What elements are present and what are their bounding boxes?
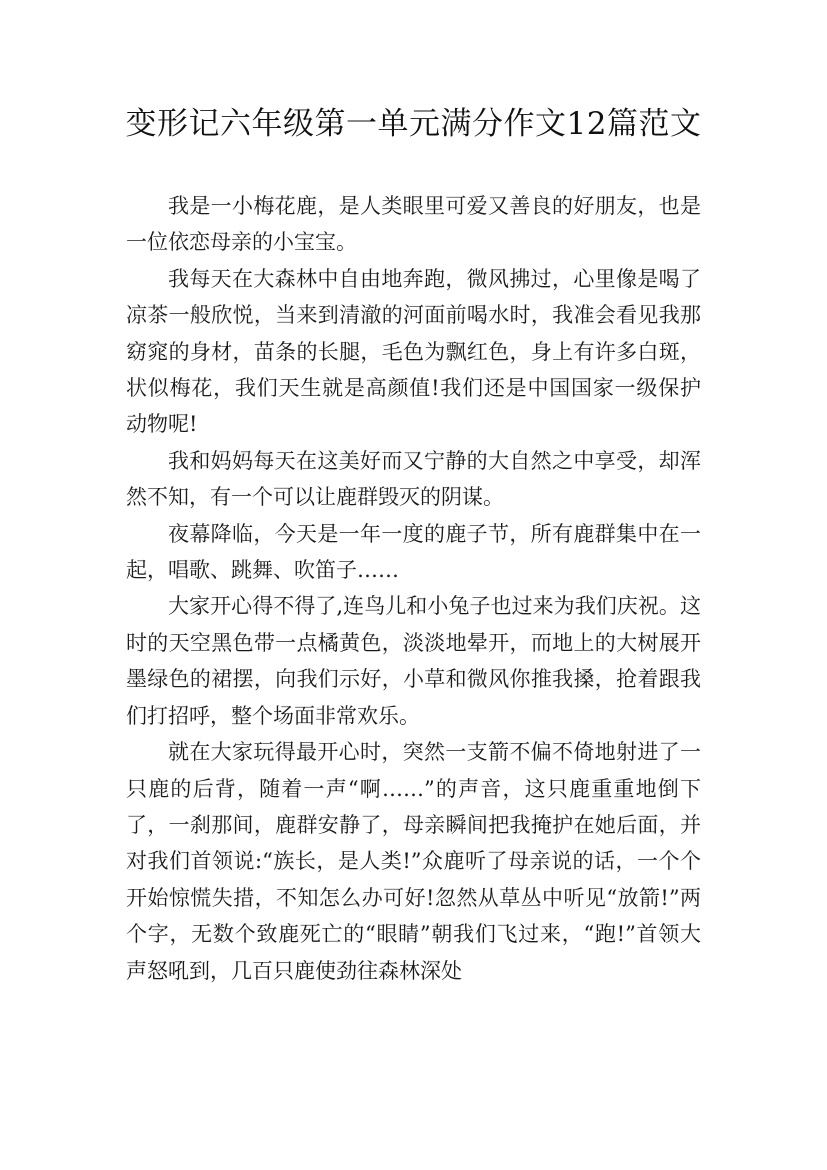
paragraph: 我和妈妈每天在这美好而又宁静的大自然之中享受，却浑然不知，有一个可以让鹿群毁灭的阴谋。 <box>126 448 701 510</box>
paragraph: 大家开心得不得了,连鸟儿和小兔子也过来为我们庆祝。这时的天空黑色带一点橘黄色，淡淡地晕开，而地上的大树展开墨绿色的裙摆，向我们示好，小草和微风你推我搡，抢着跟我们打招呼，整个场面非常欢乐。 <box>126 594 701 728</box>
paragraph: 我是一小梅花鹿，是人类眼里可爱又善良的好朋友，也是一位依恋母亲的小宝宝。 <box>126 194 701 255</box>
document-body <box>126 188 701 989</box>
document-title: 变形记六年级第一单元满分作文12篇范文 <box>125 106 702 142</box>
paragraph: 夜幕降临，今天是一年一度的鹿子节，所有鹿群集中在一起，唱歌、跳舞、吹笛子…… <box>126 521 701 583</box>
paragraph: 我每天在大森林中自由地奔跑，微风拂过，心里像是喝了凉茶一般欣悦，当来到清澈的河面前喝水时，我准会看见我那窈窕的身材，苗条的长腿，毛色为飘红色，身上有许多白斑，状似梅花，我们天生就是高颜值!我们还是中国国家一级保护动物呢! <box>126 266 701 437</box>
paragraph: 就在大家玩得最开心时，突然一支箭不偏不倚地射进了一只鹿的后背，随着一声“啊……”的声音，这只鹿重重地倒下了，一刹那间，鹿群安静了，母亲瞬间把我掩护在她后面，并对我们首领说:“族长，是人类!”众鹿听了母亲说的话，一个个开始惊慌失措，不知怎么办可好!忽然从草丛中听见“放箭!”两个字，无数个致鹿死亡的“眼睛”朝我们飞过来，“跑!”首领大声怒吼到，几百只鹿使劲往森林深处 <box>126 740 701 983</box>
